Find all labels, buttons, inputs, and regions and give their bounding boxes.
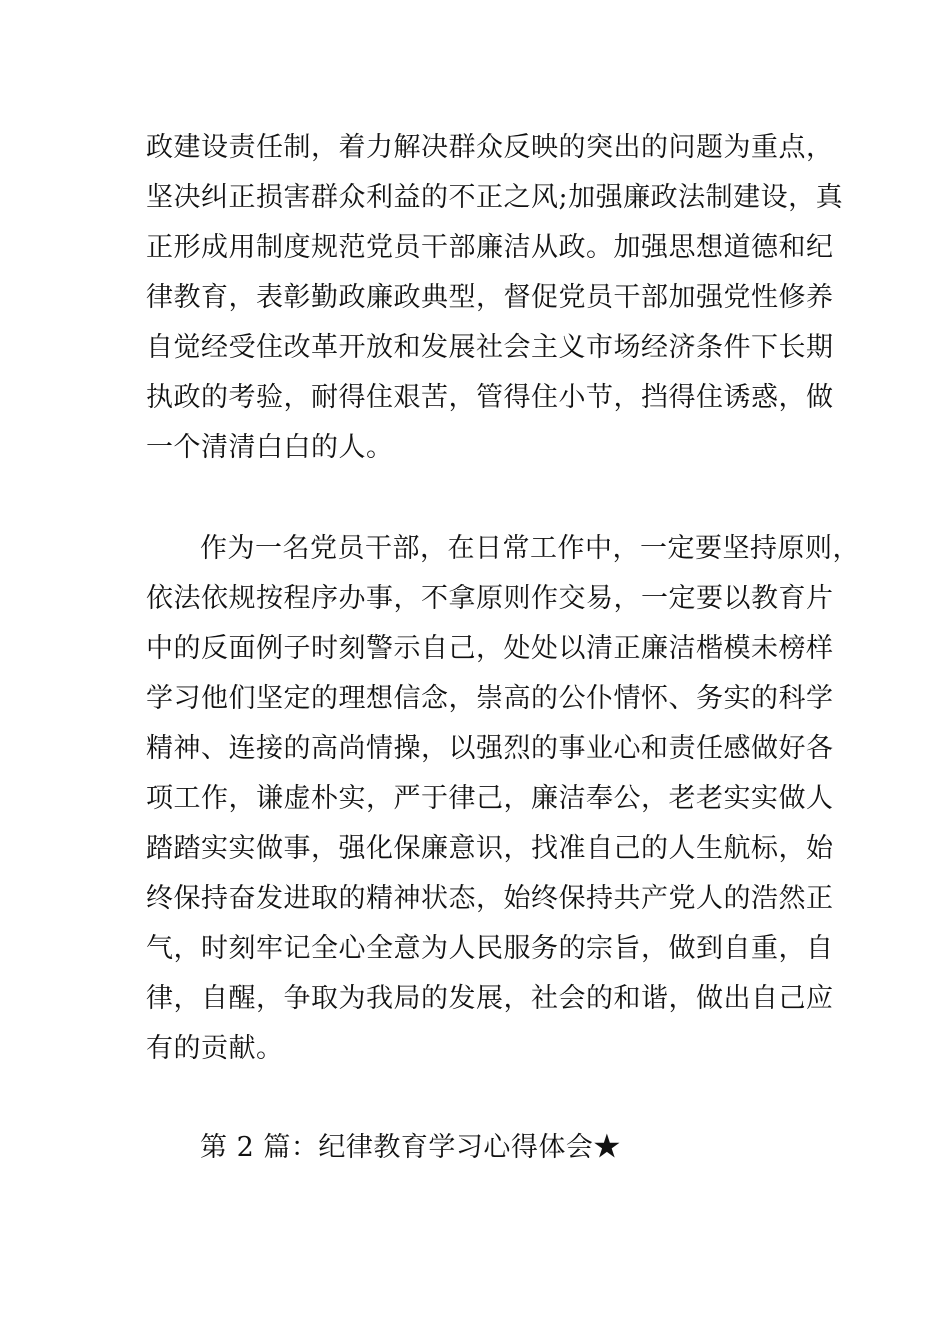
section-heading-block: [146, 1123, 826, 1173]
paragraph-line: 踏踏实实做事，强化保廉意识，找准自己的人生航标，始: [146, 833, 834, 864]
paragraph-line: 自觉经受住改革开放和发展社会主义市场经济条件下长期: [146, 332, 834, 363]
paragraph-line: 终保持奋发进取的精神状态，始终保持共产党人的浩然正: [146, 883, 834, 914]
paragraph-line: 气，时刻牢记全心全意为人民服务的宗旨，做到自重，自: [146, 933, 834, 964]
paragraph-2: [146, 524, 860, 1074]
paragraph-line: 政建设责任制，着力解决群众反映的突出的问题为重点，: [146, 132, 834, 163]
paragraph-line: 律教育，表彰勤政廉政典型，督促党员干部加强党性修养: [146, 282, 834, 313]
paragraph-line: 执政的考验，耐得住艰苦，管得住小节，挡得住诱惑，做: [146, 382, 834, 413]
paragraph-line: 精神、连接的高尚情操，以强烈的事业心和责任感做好各: [146, 733, 834, 764]
paragraph-line: 学习他们坚定的理想信念，崇高的公仆情怀、务实的科学: [146, 683, 834, 714]
paragraph-line: 有的贡献。: [146, 1033, 284, 1064]
paragraph-line: 中的反面例子时刻警示自己，处处以清正廉洁楷模未榜样: [146, 633, 834, 664]
paragraph-line: 依法依规按程序办事，不拿原则作交易，一定要以教育片: [146, 583, 834, 614]
paragraph-line: 律，自醒，争取为我局的发展，社会的和谐，做出自己应: [146, 983, 834, 1014]
paragraph-line: 坚决纠正损害群众利益的不正之风;加强廉政法制建设，真: [146, 182, 844, 213]
section-heading: 第 2 篇：纪律教育学习心得体会★: [200, 1132, 621, 1163]
paragraph-line: 作为一名党员干部，在日常工作中，一定要坚持原则，: [200, 533, 860, 564]
paragraph-1: [146, 123, 844, 473]
paragraph-line: 正形成用制度规范党员干部廉洁从政。加强思想道德和纪: [146, 232, 834, 263]
paragraph-line: 项工作，谦虚朴实，严于律己，廉洁奉公，老老实实做人: [146, 783, 834, 814]
paragraph-line: 一个清清白白的人。: [146, 432, 394, 463]
